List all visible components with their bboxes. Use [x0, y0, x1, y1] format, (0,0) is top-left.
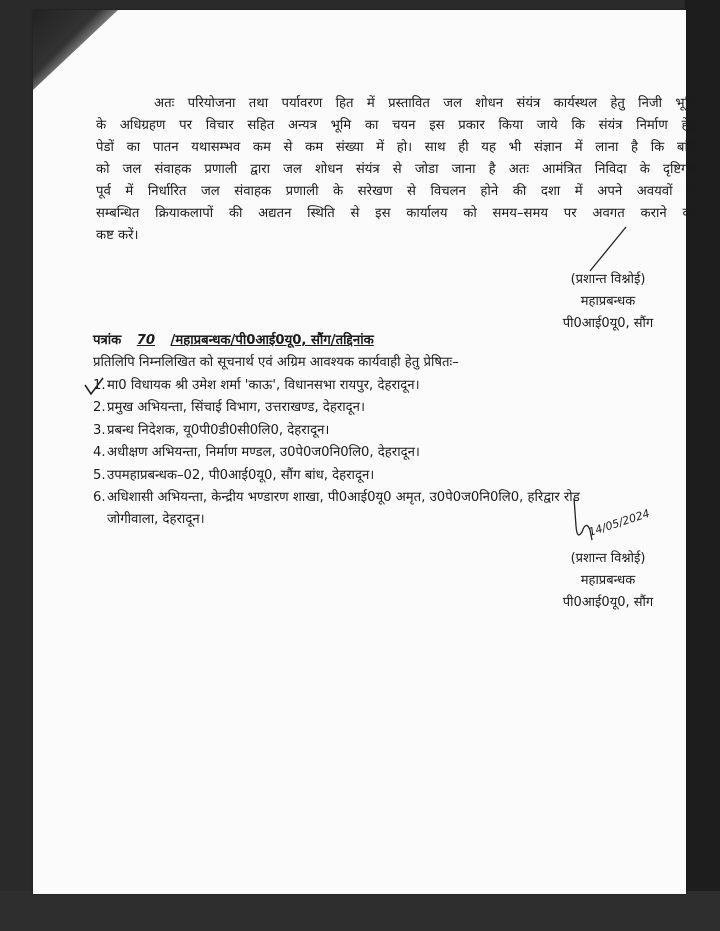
handwritten-date: 14/05/2024: [586, 506, 652, 539]
paragraph-line: को जल संवाहक प्रणाली द्वारा जल शोधन संयंत्र से जोडा जाना है अतः आमंत्रित निविदा के दृष्टिगत: [96, 162, 696, 177]
handwritten-signature: [560, 496, 652, 556]
list-number: 5.: [93, 467, 106, 483]
list-number: 4.: [93, 445, 106, 461]
signatory-office: पी0आई0यू0, सौंग: [562, 316, 654, 331]
paragraph-line: के अधिग्रहण पर विचार सहित अन्यत्र भूमि का चयन इस प्रकार किया जाये कि संयंत्र निर्माण हेतु: [96, 118, 696, 133]
list-item: [93, 442, 663, 464]
body-paragraph: [96, 93, 696, 247]
signatory-name: (प्रशान्त विश्नोई): [570, 551, 646, 566]
copy-intro: प्रतिलिपि निम्नलिखित को सूचनार्थ एवं अग्रिम आवश्यक कार्यवाही हेतु प्रेषितः–: [93, 355, 459, 370]
list-text: उपमहाप्रबन्धक–02, पी0आई0यू0, सौंग बांध, देहरादून।: [107, 467, 375, 483]
list-text: मा0 विधायक श्री उमेश शर्मा 'काऊ', विधानसभा रायपुर, देहरादून।: [107, 378, 420, 393]
list-text: अधीक्षण अभियन्ता, निर्माण मण्डल, उ0पे0ज0नि0लि0, देहरादून।: [107, 445, 420, 461]
paragraph-line: पूर्व में निर्धारित जल संवाहक प्रणाली के सरेखण से विचलन होने की दशा में अपने अवयवों से: [96, 184, 696, 199]
tick-mark-icon: [83, 376, 105, 398]
list-number: 6.: [93, 490, 106, 506]
signature-block-top: [538, 269, 678, 335]
paragraph-line: कष्ट करें।: [96, 228, 139, 243]
signature-stroke: [568, 225, 628, 275]
list-item-continuation: जोगीवाला, देहरादून।: [107, 512, 205, 528]
signatory-designation: महाप्रबन्धक: [580, 294, 636, 309]
list-item: [93, 465, 663, 487]
signatory-office: पी0आई0यू0, सौंग: [562, 595, 654, 610]
list-text: प्रमुख अभियन्ता, सिंचाई विभाग, उत्तराखण्ड, देहरादून।: [107, 400, 365, 416]
reference-suffix: /महाप्रबन्धक/पी0आई0यू0, सौंग/तद्दिनांक: [170, 333, 374, 348]
list-text: अधिशासी अभियन्ता, केन्द्रीय भण्डारण शाखा, पी0आई0यू0 अमृत, उ0पे0ज0नि0लि0, हरिद्वार रोड: [107, 490, 580, 506]
signatory-name: (प्रशान्त विश्नोई): [570, 272, 646, 287]
reference-number: 70: [136, 333, 156, 348]
signature-block-bottom: [538, 548, 678, 614]
list-number: 3.: [93, 422, 106, 438]
list-text: प्रबन्ध निदेशक, यू0पी0डी0सी0लि0, देहरादून।: [107, 422, 330, 438]
reference-line: [93, 330, 374, 352]
list-number: 2.: [93, 400, 106, 416]
list-item: [93, 397, 663, 419]
paragraph-line: अतः परियोजना तथा पर्यावरण हित में प्रस्तावित जल शोधन संयंत्र कार्यस्थल हेतु निजी भूमि: [154, 96, 696, 111]
reference-label: पत्रांक: [93, 333, 122, 348]
list-number: 1.: [93, 378, 106, 393]
paragraph-line: सम्बन्धित क्रियाकलापों की अद्यतन स्थिति से इस कार्यालय को समय–समय पर अवगत कराने का: [96, 206, 696, 221]
list-item: [93, 375, 663, 397]
photo-background-bottom: [0, 891, 720, 931]
signatory-designation: महाप्रबन्धक: [580, 573, 636, 588]
list-item: [93, 420, 663, 442]
document-page: [33, 10, 696, 894]
folded-corner-shadow: [33, 10, 118, 90]
paragraph-line: पेडों का पातन यथासम्भव कम से कम संख्या में हो। साथ ही यह भी संज्ञान में लाना है कि बांध: [96, 140, 696, 155]
